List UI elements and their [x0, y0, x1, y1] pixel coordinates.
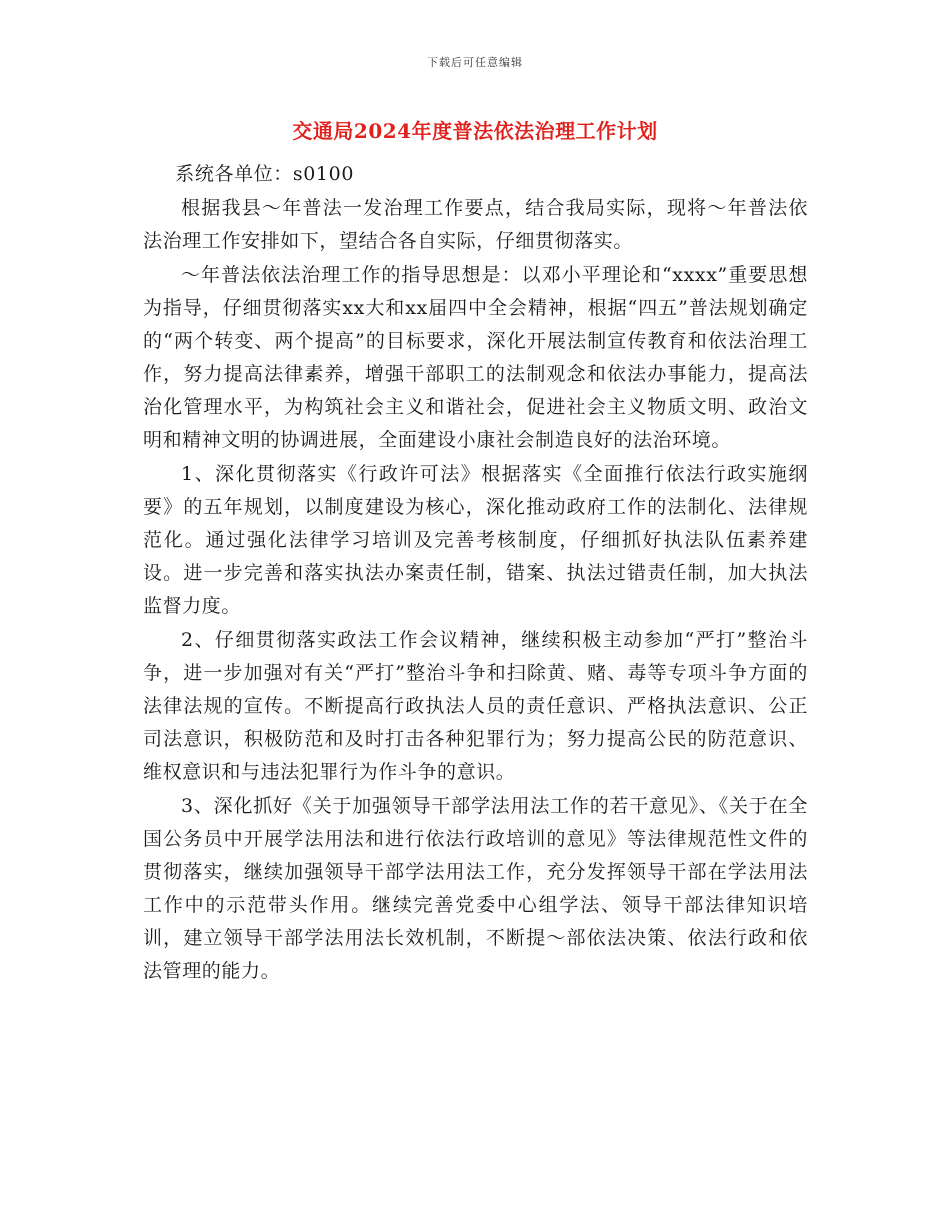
paragraph-intro: 根据我县～年普法一发治理工作要点，结合我局实际，现将～年普法依法治理工作安排如下，望结合各自实际，仔细贯彻落实。 — [143, 197, 808, 252]
salutation: 系统各单位：s0100 — [175, 163, 355, 185]
paragraph-item-3: 3、深化抓好《关于加强领导干部学法用法工作的若干意见》、《关于在全国公务员中开展学法用法和进行依法行政培训的意见》等法律规范性文件的贯彻落实，继续加强领导干部学法用法工作，充分发挥领导干部在学法用法工作中的示范带头作用。继续完善党委中心组学法、领导干部法律知识培训，建立领导干部学法用法长效机制，不断提～部依法决策、依法行政和依法管理的能力。 — [143, 795, 808, 982]
paragraph-item-2: 2、仔细贯彻落实政法工作会议精神，继续积极主动参加“严打”整治斗争，进一步加强对有关“严打”整治斗争和扫除黄、赌、毒等专项斗争方面的法律法规的宣传。不断提高行政执法人员的责任意识、严格执法意识、公正司法意识，积极防范和及时打击各种犯罪行为；努力提高公民的防范意识、维权意识和与违法犯罪行为作斗争的意识。 — [143, 629, 808, 783]
document-body — [143, 158, 808, 988]
paragraph-item-1: 1、深化贯彻落实《行政许可法》根据落实《全面推行依法行政实施纲要》的五年规划，以制度建设为核心，深化推动政府工作的法制化、法律规范化。通过强化法律学习培训及完善考核制度，仔细抓好执法队伍素养建设。进一步完善和落实执法办案责任制，错案、执法过错责任制，加大执法监督力度。 — [143, 463, 808, 617]
header-note: 下载后可任意编辑 — [427, 56, 523, 69]
paragraph-guiding-thought: ～年普法依法治理工作的指导思想是：以邓小平理论和“xxxx”重要思想为指导，仔细贯彻落实xx大和xx届四中全会精神，根据“四五”普法规划确定的“两个转变、两个提高”的目标要求，深化开展法制宣传教育和依法治理工作，努力提高法律素养，增强干部职工的法制观念和依法办事能力，提高法治化管理水平，为构筑社会主义和谐社会，促进社会主义物质文明、政治文明和精神文明的协调进展，全面建设小康社会制造良好的法治环境。 — [143, 264, 808, 451]
document-title: 交通局2024年度普法依法治理工作计划 — [292, 119, 658, 143]
